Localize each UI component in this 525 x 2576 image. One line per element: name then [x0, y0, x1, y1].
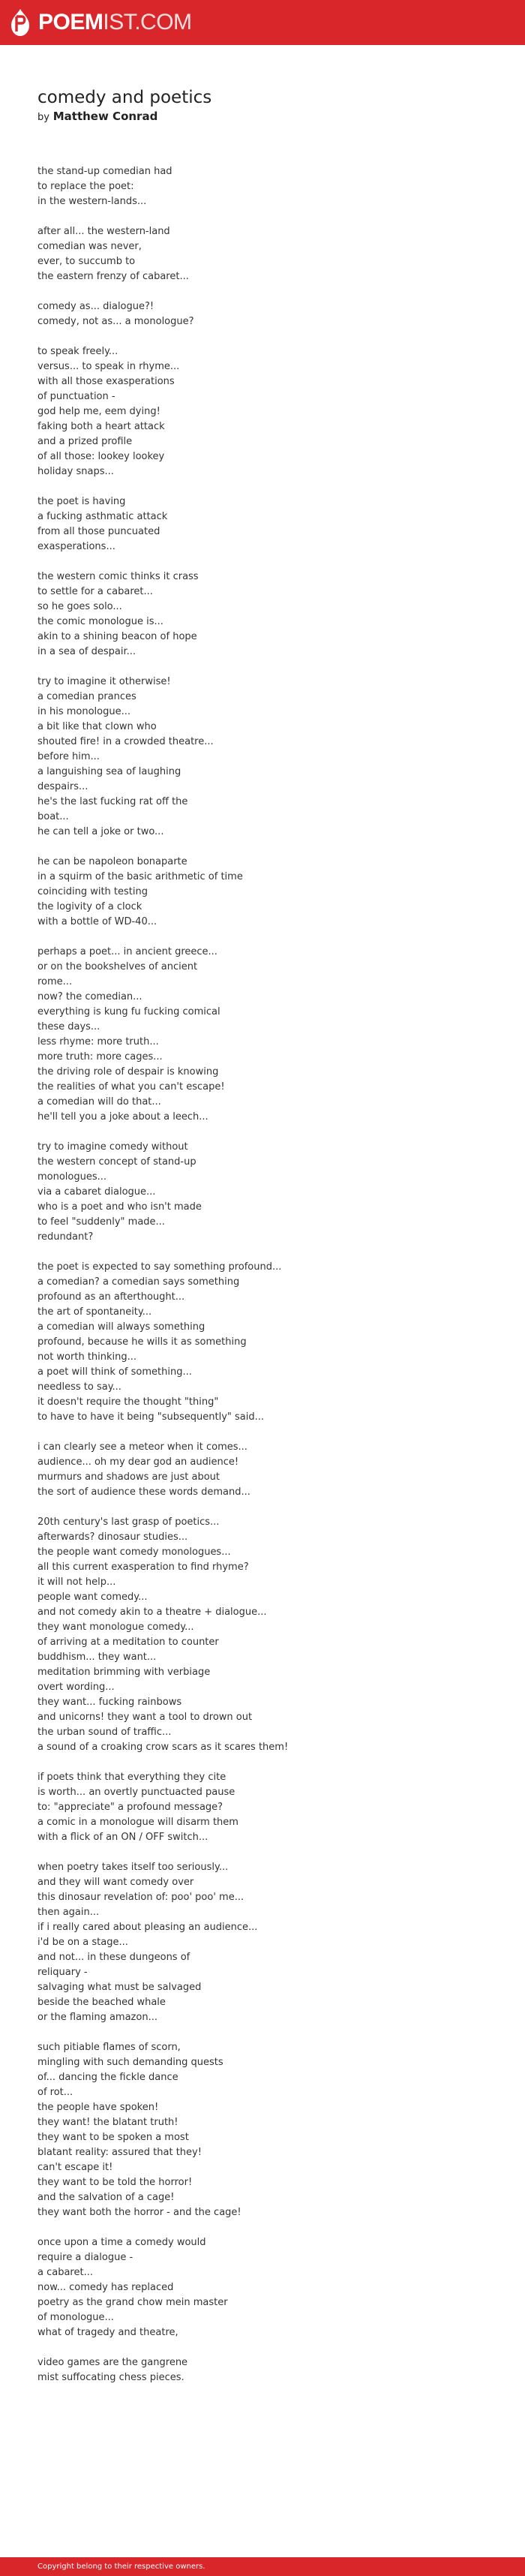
site-header [0, 0, 525, 45]
site-logo[interactable] [8, 8, 192, 37]
poem-title: comedy and poetics [38, 88, 212, 107]
copyright-text: Copyright belong to their respective owners. [38, 2562, 206, 2571]
poem-body: the stand-up comedian had to replace the poet: in the western-lands... after all... the western-land comedian was never, ever, to succumb to the eastern frenzy of cabaret... comedy as... dialogue?! comedy, not as... a monologue? to speak freely... versus... to speak in rhyme... with all those exasperations of punctuation - god help me, eem dying! faking both a heart attack and a prized profile of all those: lookey lookey holiday snaps... the poet is having a fucking asthmatic attack from all those puncuated exasperations... the western comic thinks it crass to settle for a cabaret... so he goes solo... the comic monologue is... akin to a shining beacon of hope in a sea of despair... try to imagine it otherwise! a comedian prances in his monologue... a bit like that clown who shouted fire! in a crowded theatre... before him... a languishing sea of laughing despairs... he's the last fucking rat off the boat... he can tell a joke or two... he can be napoleon bonaparte in a squirm of the basic arithmetic of time coinciding with testing the logivity of a clock with a bottle of WD-40... perhaps a poet... in ancient greece... or on the bookshelves of ancient rome... now? the comedian... everything is kung fu fucking comical these days... less rhyme: more truth... more truth: more cages... the driving role of despair is knowing the realities of what you can't escape! a comedian will do that... he'll tell you a joke about a leech... try to imagine comedy without the western concept of stand-up monologues... via a cabaret dialogue... who is a poet and who isn't made to feel "suddenly" made... redundant? the poet is expected to say something profound... a comedian? a comedian says something profound as an afterthought... the art of spontaneity... a comedian will always something profound, because he wills it as something not worth thinking... a poet will think of something... needless to say... it doesn't require the thought "thing" to have to have it being "subsequently" said... i can clearly see a meteor when it comes... audience... oh my dear god an audience! murmurs and shadows are just about the sort of audience these words demand... 20th century's last grasp of poetics... afterwards? dinosaur studies... the people want comedy monologues... all this current exasperation to find rhyme? it will not help... people want comedy... and not comedy akin to a theatre + dialogue... they want monologue comedy... of arriving at a meditation to counter buddhism... they want... meditation brimming with verbiage overt wording... they want... fucking rainbows and unicorns! they want a tool to drown out the urban sound of traffic... a sound of a croaking crow scars as it scares them! if poets think that everything they cite is worth... an overtly punctuacted pause to: "appreciate" a profound message? a comic in a monologue will disarm them with a flick of an ON / OFF switch... when poetry takes itself too seriously... and they will want comedy over this dinosaur revelation of: poo' poo' me... then again... if i really cared about pleasing an audience... i'd be on a stage... and not... in these dungeons of reliquary - salvaging what must be salvaged beside the beached whale or the flaming amazon... such pitiable flames of scorn, mingling with such demanding quests of... dancing the fickle dance of rot... the people have spoken! they want! the blatant truth! they want to be spoken a most blatant reality: assured that they! can't escape it! they want to be told the horror! and the salvation of a cage! they want both the horror - and the cage! once upon a time a comedy would require a dialogue - a cabaret... now... comedy has replaced poetry as the grand chow mein master of monologue... what of tragedy and theatre, video games are the gangrene mist suffocating chess pieces. [38, 166, 289, 2383]
site-footer [0, 2557, 525, 2576]
poem-container [38, 87, 488, 2385]
byline [38, 109, 488, 125]
site-name-light: IST.COM [103, 10, 192, 35]
author-name[interactable]: Matthew Conrad [52, 110, 158, 123]
by-label: by [38, 112, 50, 123]
site-name [38, 8, 192, 37]
poemist-logo-icon [8, 8, 33, 37]
site-name-bold: POEM [38, 10, 104, 35]
